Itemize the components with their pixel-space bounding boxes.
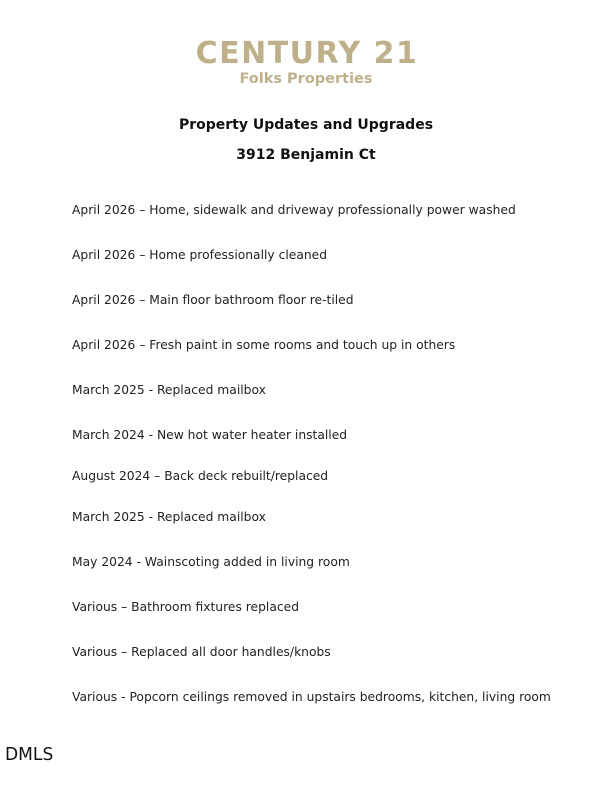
update-item: Various – Bathroom fixtures replaced [72, 600, 300, 614]
update-item: Various – Replaced all door handles/knobs [72, 645, 331, 659]
update-item: May 2024 - Wainscoting added in living room [72, 555, 350, 569]
document-title: Property Updates and Upgrades [178, 117, 434, 133]
update-item: April 2026 – Main floor bathroom floor re-tiled [72, 293, 354, 307]
update-item: Various - Popcorn ceilings removed in upstairs bedrooms, kitchen, living room [72, 690, 551, 704]
property-address: 3912 Benjamin Ct [236, 147, 376, 163]
update-item: April 2026 – Fresh paint in some rooms and touch up in others [72, 338, 456, 352]
update-item: August 2024 – Back deck rebuilt/replaced [72, 469, 329, 483]
mls-watermark: DMLS [5, 744, 54, 765]
update-item: April 2026 – Home, sidewalk and driveway professionally power washed [72, 203, 516, 217]
update-item: March 2025 - Replaced mailbox [72, 510, 266, 524]
update-item: April 2026 – Home professionally cleaned [72, 248, 328, 262]
update-item: March 2025 - Replaced mailbox [72, 383, 266, 397]
logo-brand-text: CENTURY 21 [195, 36, 419, 71]
brokerage-logo [0, 38, 612, 88]
update-item: March 2024 - New hot water heater installed [72, 428, 348, 442]
logo-office-text: Folks Properties [239, 71, 373, 87]
